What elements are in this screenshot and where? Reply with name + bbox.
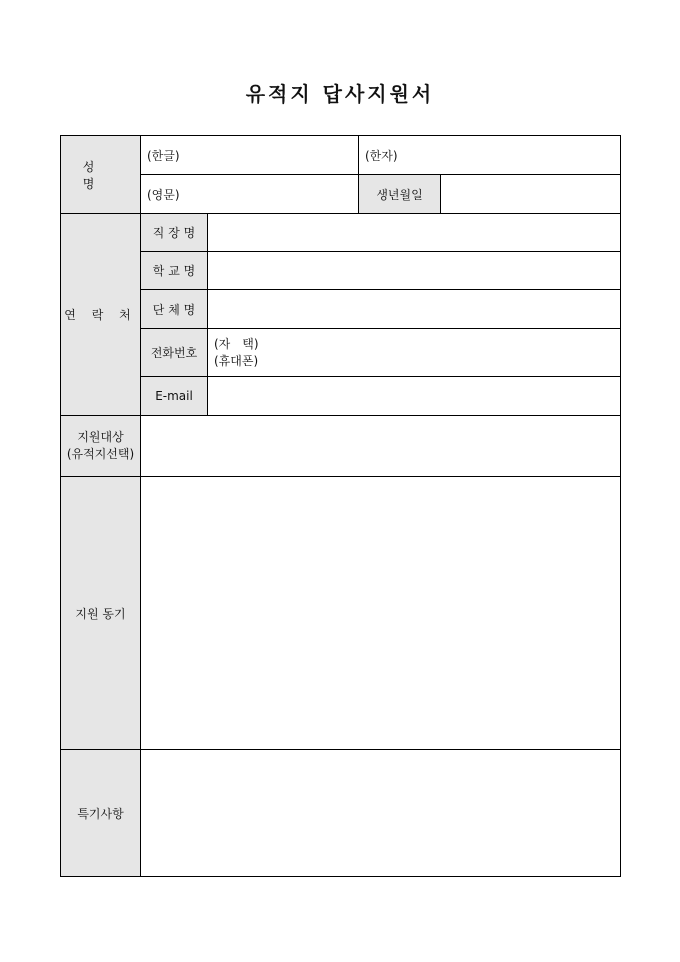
target-header — [61, 416, 141, 477]
school-field[interactable] — [208, 252, 620, 290]
home-phone-label: (자 택) — [214, 336, 259, 351]
phone-header — [141, 329, 208, 377]
phone-label: 전화번호 — [150, 346, 198, 360]
organization-field[interactable] — [208, 290, 620, 329]
organization-label: 단 체 명 — [152, 302, 196, 317]
target-label: 지원대상 — [77, 430, 124, 444]
email-header — [141, 377, 208, 416]
special-field[interactable] — [141, 750, 620, 876]
motivation-header — [61, 477, 141, 750]
email-field[interactable] — [208, 377, 620, 416]
name-english-field[interactable] — [141, 175, 359, 214]
name-hanja-label: (한자) — [365, 148, 398, 163]
name-header — [61, 136, 141, 214]
contact-header — [61, 214, 141, 416]
application-form-table — [60, 135, 621, 877]
target-field[interactable] — [141, 416, 620, 477]
workplace-header — [141, 214, 208, 252]
name-english-label: (영문) — [147, 187, 180, 202]
special-header — [61, 750, 141, 876]
birthdate-header — [359, 175, 441, 214]
workplace-field[interactable] — [208, 214, 620, 252]
mobile-phone-label: (휴대폰) — [214, 353, 259, 368]
birthdate-label: 생년월일 — [376, 187, 423, 202]
school-header — [141, 252, 208, 290]
email-label: E-mail — [155, 389, 193, 403]
birthdate-field[interactable] — [441, 175, 620, 214]
motivation-label: 지원 동기 — [75, 606, 126, 621]
name-hanja-field[interactable] — [359, 136, 620, 175]
target-sublabel: (유적지선택) — [66, 447, 135, 461]
workplace-label: 직 장 명 — [152, 226, 196, 240]
motivation-field[interactable] — [141, 477, 620, 750]
organization-header — [141, 290, 208, 329]
phone-field[interactable] — [208, 329, 620, 377]
contact-label: 연 락 처 — [64, 308, 137, 322]
name-korean-label: (한글) — [147, 148, 180, 163]
name-label: 성 명 — [82, 159, 119, 191]
name-korean-field[interactable] — [141, 136, 359, 175]
special-label: 특기사항 — [77, 806, 124, 821]
form-title: 유적지 답사지원서 — [245, 82, 435, 106]
school-label: 학 교 명 — [152, 264, 196, 278]
